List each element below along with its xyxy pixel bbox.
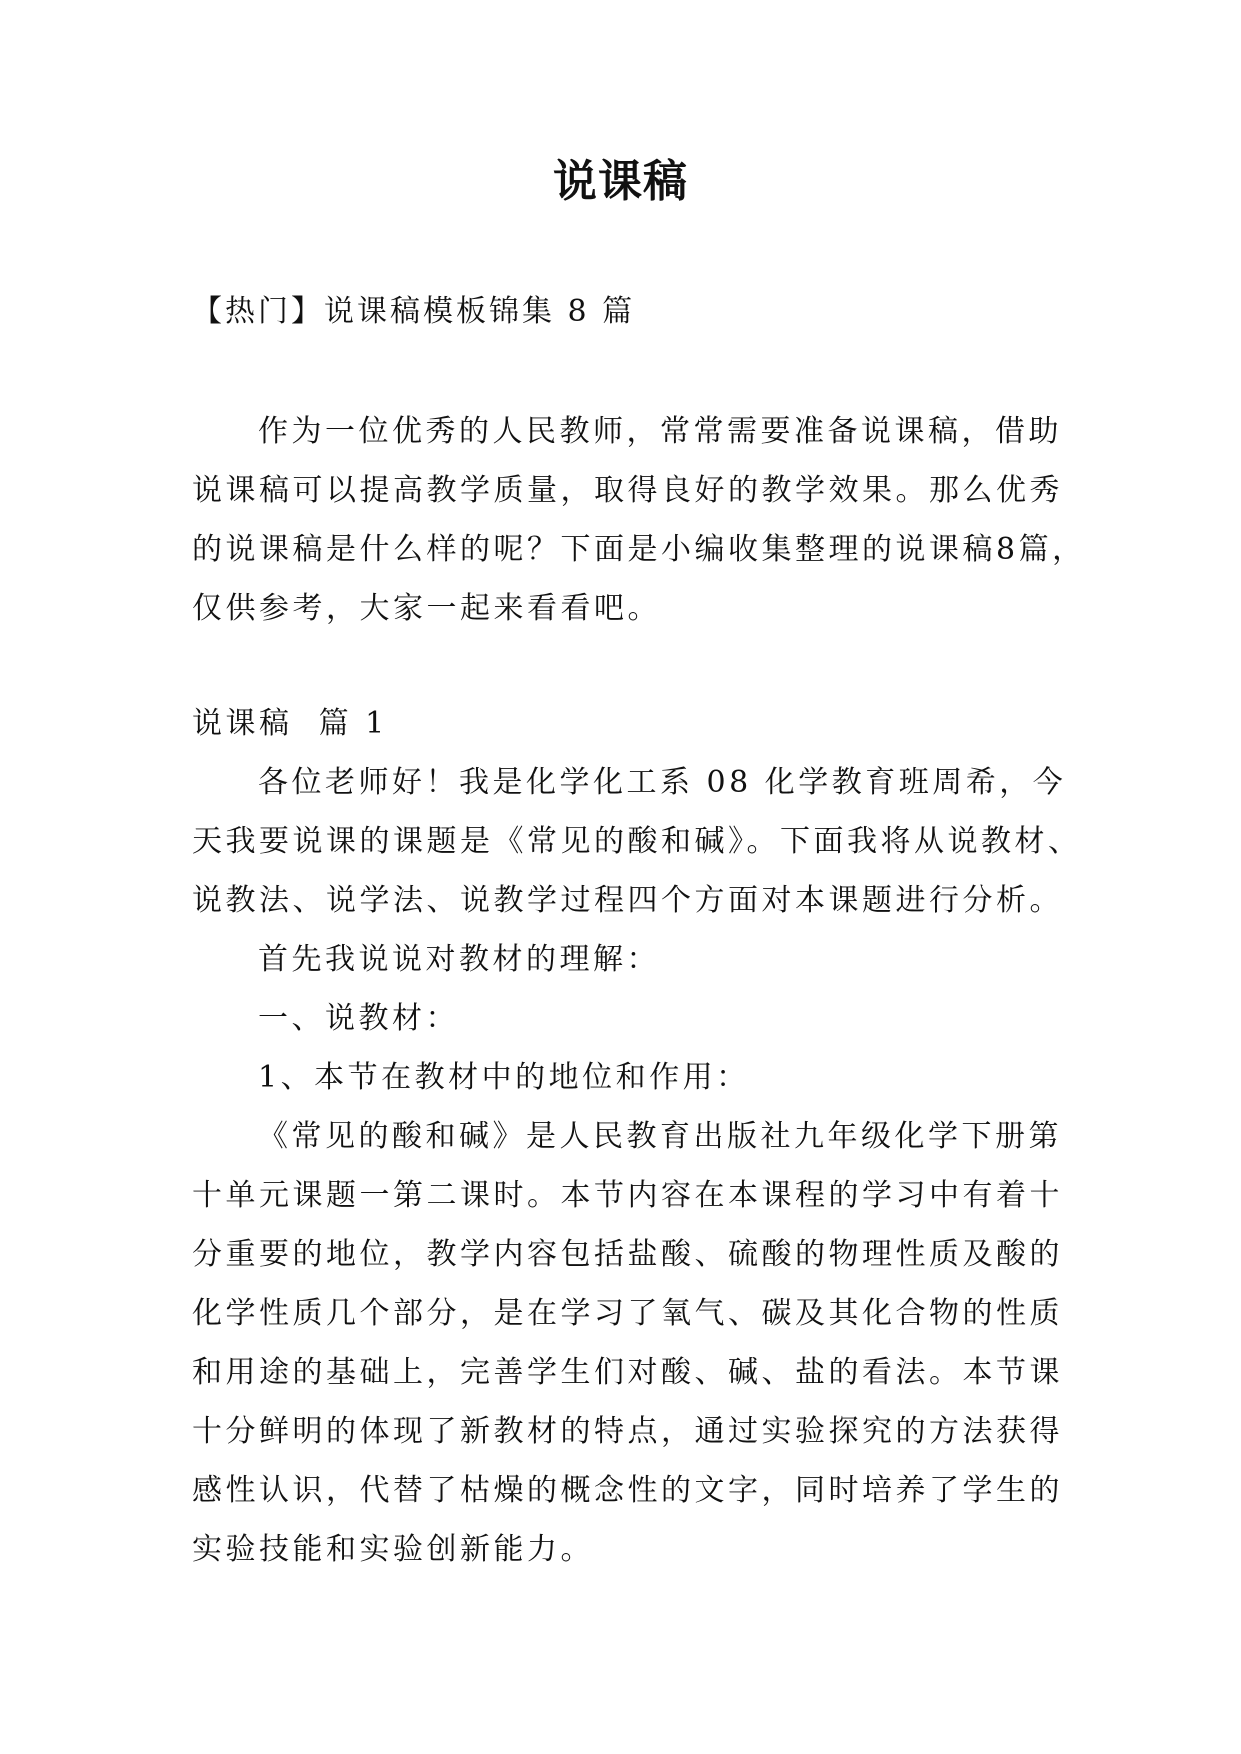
intro-line: 仅供参考，大家一起来看看吧。 bbox=[192, 591, 661, 626]
article-line: 十单元课题一第二课时。本节内容在本课程的学习中有着十 bbox=[192, 1178, 1063, 1213]
article-line: 《常见的酸和碱》是人民教育出版社九年级化学下册第 bbox=[258, 1119, 1062, 1154]
article-line: 实验技能和实验创新能力。 bbox=[192, 1532, 594, 1567]
document-subtitle: 【热门】说课稿模板锦集 8 篇 bbox=[192, 294, 636, 329]
article-line: 十分鲜明的体现了新教材的特点，通过实验探究的方法获得 bbox=[192, 1414, 1063, 1449]
article-heading: 说课稿 篇 1 bbox=[192, 706, 388, 741]
article-line: 各位老师好！我是化学化工系 08 化学教育班周希，今 bbox=[258, 765, 1067, 800]
article-line: 化学性质几个部分，是在学习了氧气、碳及其化合物的性质 bbox=[192, 1296, 1063, 1331]
article-line: 感性认识，代替了枯燥的概念性的文字，同时培养了学生的 bbox=[192, 1473, 1063, 1508]
section-heading: 一、说教材： bbox=[258, 1001, 459, 1036]
document-title: 说课稿 bbox=[553, 156, 688, 207]
article-section bbox=[192, 694, 1082, 1579]
intro-paragraph bbox=[192, 402, 1086, 638]
intro-line: 说课稿可以提高教学质量，取得良好的教学效果。那么优秀 bbox=[192, 473, 1063, 508]
article-line: 说教法、说学法、说教学过程四个方面对本课题进行分析。 bbox=[192, 883, 1063, 918]
article-line: 天我要说课的课题是《常见的酸和碱》。下面我将从说教材、 bbox=[192, 824, 1082, 859]
subsection-heading: 1、本节在教材中的地位和作用： bbox=[258, 1060, 750, 1095]
article-line: 分重要的地位，教学内容包括盐酸、硫酸的物理性质及酸的 bbox=[192, 1237, 1063, 1272]
intro-line: 的说课稿是什么样的呢？下面是小编收集整理的说课稿8篇， bbox=[192, 532, 1086, 567]
article-line: 和用途的基础上，完善学生们对酸、碱、盐的看法。本节课 bbox=[192, 1355, 1063, 1390]
intro-line: 作为一位优秀的人民教师，常常需要准备说课稿，借助 bbox=[258, 414, 1062, 449]
article-line: 首先我说说对教材的理解： bbox=[258, 942, 660, 977]
